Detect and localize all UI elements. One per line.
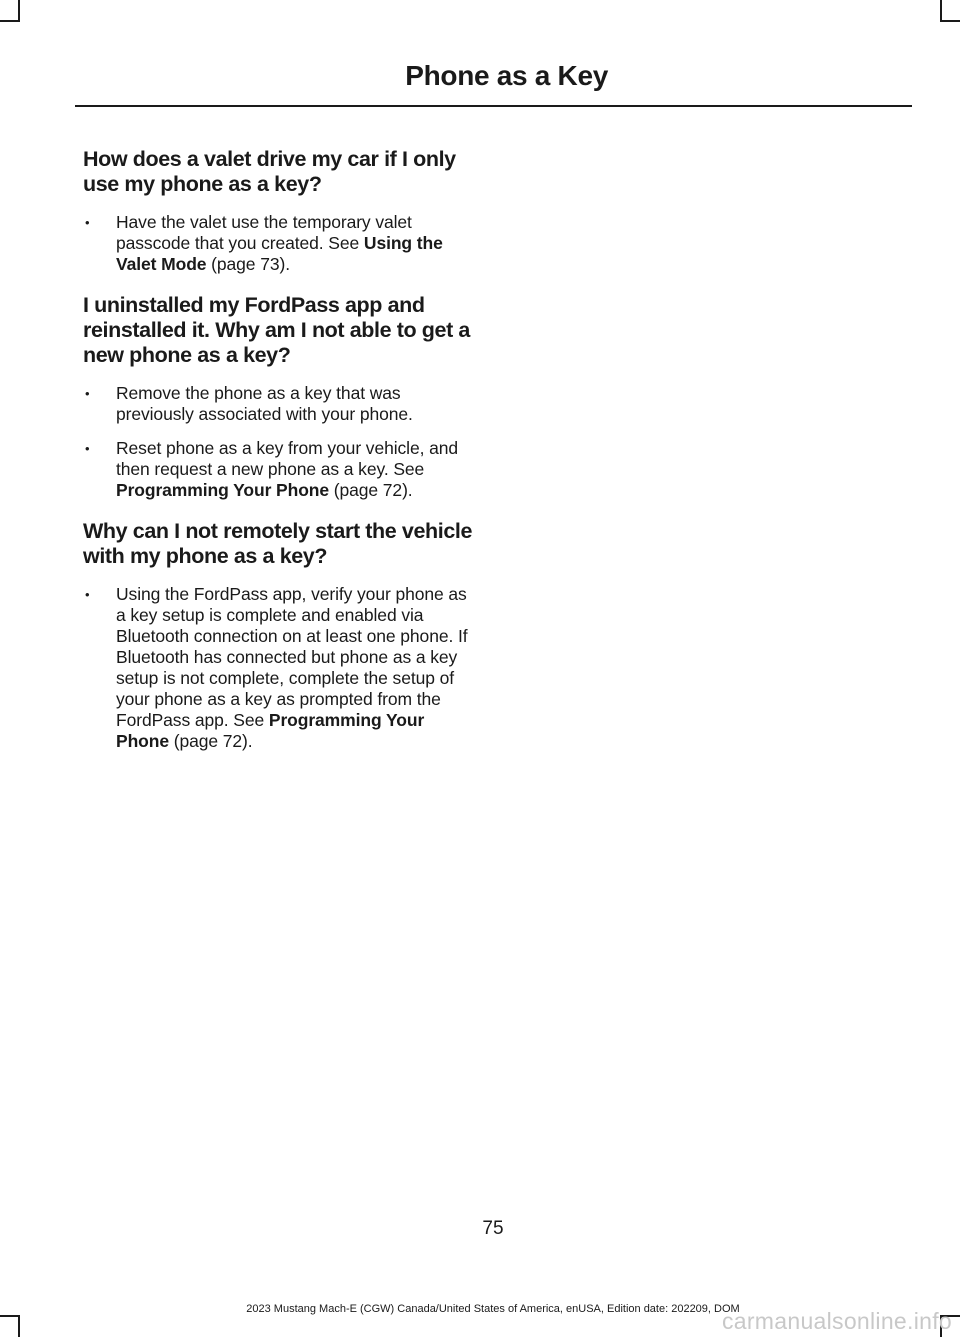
header-divider: [75, 105, 912, 107]
bullet-list: [83, 584, 479, 752]
section-heading: How does a valet drive my car if I only use my phone as a key?: [83, 147, 456, 196]
faq-section-remote-start: [83, 519, 479, 752]
crop-mark: [18, 1315, 20, 1337]
crop-mark: [940, 0, 942, 22]
page-number: 75: [482, 1218, 504, 1239]
footer-edition-info: 2023 Mustang Mach-E (CGW) Canada/United States of America, enUSA, Edition date: 202209, DOM: [246, 1303, 740, 1315]
cross-reference-link[interactable]: Programming Your Phone: [116, 710, 425, 751]
cross-reference-link[interactable]: Programming Your Phone: [116, 480, 330, 500]
item-page-ref: (page 72).: [329, 480, 413, 500]
item-text: Using the FordPass app, verify your phone as a key setup is complete and enabled via Bluetooth connection on at least one phone. If Bluetooth has connected but phone as a key setup is not complete, complete the setup of your phone as a key as prompted from the FordPass app. See: [116, 584, 468, 730]
list-item: [83, 438, 479, 501]
crop-mark: [942, 20, 960, 22]
item-text: Remove the phone as a key that was previously associated with your phone.: [116, 383, 413, 424]
page-title: Phone as a Key: [405, 60, 608, 91]
item-page-ref: (page 73).: [206, 254, 290, 274]
faq-section-valet: [83, 147, 479, 275]
item-text: Have the valet use the temporary valet passcode that you created. See: [116, 212, 412, 253]
faq-section-reinstall: [83, 293, 479, 501]
item-page-ref: (page 72).: [168, 731, 253, 751]
crop-mark: [0, 20, 18, 22]
crop-mark: [0, 1315, 18, 1317]
list-item: [83, 584, 479, 752]
section-heading: Why can I not remotely start the vehicle with my phone as a key?: [83, 519, 473, 568]
watermark: carmanualsonline.info: [721, 1308, 952, 1334]
cross-reference-link[interactable]: Using the Valet Mode: [116, 233, 443, 274]
bullet-list: [83, 383, 479, 501]
section-heading: I uninstalled my FordPass app and reinstalled it. Why am I not able to get a new phone as a key?: [83, 293, 470, 367]
bullet-list: [83, 212, 479, 275]
main-content: [83, 147, 479, 770]
crop-mark: [18, 0, 20, 22]
list-item: [83, 212, 479, 275]
item-text: Reset phone as a key from your vehicle, and then request a new phone as a key. See: [116, 438, 459, 479]
list-item: [83, 383, 479, 425]
